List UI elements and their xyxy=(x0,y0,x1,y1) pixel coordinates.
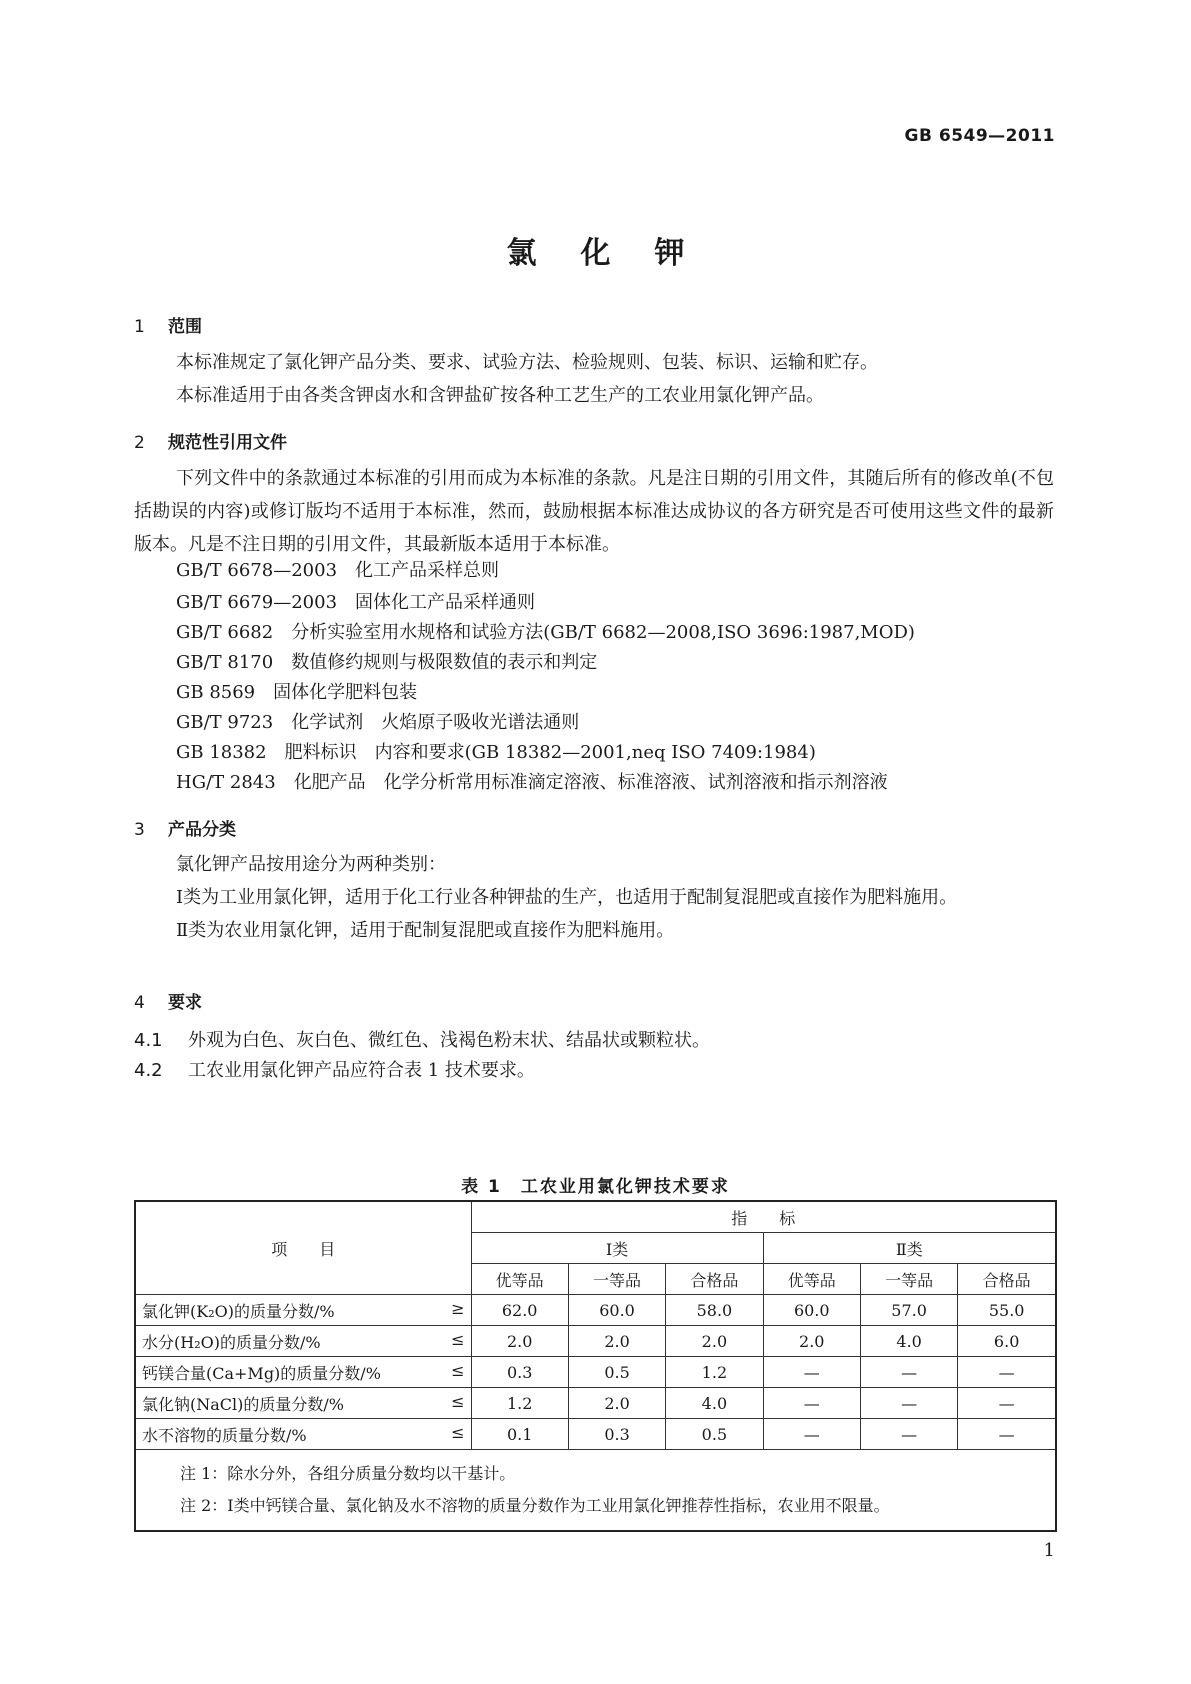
clause-4-2: 4.2 工农业用氯化钾产品应符合表 1 技术要求。 xyxy=(134,1060,535,1081)
cell: — xyxy=(958,1419,1056,1450)
reference-item: GB 18382 肥料标识 内容和要求(GB 18382—2001,neq ISO 7409:1984) xyxy=(176,742,816,763)
header-grade: 合格品 xyxy=(958,1264,1056,1295)
cell: 58.0 xyxy=(666,1295,763,1326)
page-number: 1 xyxy=(1043,1540,1055,1561)
cell: 0.5 xyxy=(666,1419,763,1450)
section-3-heading xyxy=(134,815,236,840)
cell: 2.0 xyxy=(666,1326,763,1357)
reference-item: GB/T 8170 数值修约规则与极限数值的表示和判定 xyxy=(176,652,598,673)
cell: 6.0 xyxy=(958,1326,1056,1357)
cell: — xyxy=(763,1357,860,1388)
reference-item: GB/T 6679—2003 固体化工产品采样通则 xyxy=(176,592,536,613)
cell: — xyxy=(763,1388,860,1419)
section-number: 1 xyxy=(134,317,145,337)
row-item: 钙镁合量(Ca+Mg)的质量分数/% ≤ xyxy=(135,1357,471,1388)
table-row xyxy=(135,1388,1056,1419)
page-title: 氯化钾 xyxy=(506,236,729,271)
cell: 1.2 xyxy=(471,1388,568,1419)
cell: — xyxy=(958,1388,1056,1419)
row-item: 水分(H₂O)的质量分数/% ≤ xyxy=(135,1326,471,1357)
header-grade: 优等品 xyxy=(471,1264,568,1295)
cell: 0.5 xyxy=(568,1357,665,1388)
header-class-2: Ⅱ类 xyxy=(763,1233,1056,1264)
reference-item: GB/T 6682 分析实验室用水规格和试验方法(GB/T 6682—2008,ISO 3696:1987,MOD) xyxy=(176,622,915,643)
header-grade: 合格品 xyxy=(666,1264,763,1295)
cell: 4.0 xyxy=(666,1388,763,1419)
cell: 62.0 xyxy=(471,1295,568,1326)
section-title: 规范性引用文件 xyxy=(168,433,287,453)
header-grade: 一等品 xyxy=(568,1264,665,1295)
cell: — xyxy=(860,1419,957,1450)
cell: 0.1 xyxy=(471,1419,568,1450)
table-caption: 表 1 工农业用氯化钾技术要求 xyxy=(461,1177,730,1197)
section-number: 2 xyxy=(134,433,145,453)
cell: 4.0 xyxy=(860,1326,957,1357)
header-grade: 一等品 xyxy=(860,1264,957,1295)
paragraph: Ⅰ类为工业用氯化钾，适用于化工行业各种钾盐的生产，也适用于配制复混肥或直接作为肥料施用。 xyxy=(176,887,958,908)
paragraph: 本标准适用于由各类含钾卤水和含钾盐矿按各种工艺生产的工农业用氯化钾产品。 xyxy=(176,385,824,406)
header-grade: 优等品 xyxy=(763,1264,860,1295)
row-item: 水不溶物的质量分数/% ≤ xyxy=(135,1419,471,1450)
header-item: 项 目 xyxy=(135,1201,471,1295)
cell: 0.3 xyxy=(471,1357,568,1388)
table-notes xyxy=(135,1450,1056,1532)
cell: 2.0 xyxy=(763,1326,860,1357)
reference-item: GB/T 6678—2003 化工产品采样总则 xyxy=(176,560,500,581)
reference-item: HG/T 2843 化肥产品 化学分析常用标准滴定溶液、标准溶液、试剂溶液和指示剂溶液 xyxy=(176,772,888,793)
table-notes-row xyxy=(135,1450,1056,1532)
section-2-heading xyxy=(134,428,287,453)
cell: — xyxy=(958,1357,1056,1388)
cell: 57.0 xyxy=(860,1295,957,1326)
section-number: 3 xyxy=(134,820,145,840)
cell: 60.0 xyxy=(568,1295,665,1326)
cell: — xyxy=(860,1357,957,1388)
row-item: 氯化钾(K₂O)的质量分数/% ≥ xyxy=(135,1295,471,1326)
table-row xyxy=(135,1295,1056,1326)
reference-item: GB/T 9723 化学试剂 火焰原子吸收光谱法通则 xyxy=(176,712,580,733)
cell: 2.0 xyxy=(471,1326,568,1357)
cell: 0.3 xyxy=(568,1419,665,1450)
section-1-body xyxy=(134,346,1054,412)
header-class-1: Ⅰ类 xyxy=(471,1233,763,1264)
cell: 2.0 xyxy=(568,1326,665,1357)
reference-item: GB 8569 固体化学肥料包装 xyxy=(176,682,418,703)
row-item: 氯化钠(NaCl)的质量分数/% ≤ xyxy=(135,1388,471,1419)
section-3-body xyxy=(134,848,1054,947)
paragraph: Ⅱ类为农业用氯化钾，适用于配制复混肥或直接作为肥料施用。 xyxy=(176,920,675,941)
table-note: 注 1：除水分外，各组分质量分数均以干基计。 xyxy=(180,1464,516,1483)
cell: 2.0 xyxy=(568,1388,665,1419)
standard-code: GB 6549—2011 xyxy=(904,126,1055,146)
table-note: 注 2：Ⅰ类中钙镁合量、氯化钠及水不溶物的质量分数作为工业用氯化钾推荐性指标，农业用不限量。 xyxy=(180,1496,890,1515)
section-title: 产品分类 xyxy=(168,820,236,840)
section-title: 要求 xyxy=(168,993,202,1013)
cell: 55.0 xyxy=(958,1295,1056,1326)
section-4-heading xyxy=(134,988,202,1013)
paragraph: 本标准规定了氯化钾产品分类、要求、试验方法、检验规则、包装、标识、运输和贮存。 xyxy=(176,352,878,373)
section-title: 范围 xyxy=(168,317,202,337)
section-2-body xyxy=(134,462,1054,561)
header-index: 指 标 xyxy=(471,1201,1056,1233)
paragraph: 氯化钾产品按用途分为两种类别： xyxy=(176,854,446,875)
cell: 60.0 xyxy=(763,1295,860,1326)
cell: — xyxy=(860,1388,957,1419)
table-row xyxy=(135,1357,1056,1388)
clause-4-1: 4.1 外观为白色、灰白色、微红色、浅褐色粉末状、结晶状或颗粒状。 xyxy=(134,1030,710,1051)
cell: 1.2 xyxy=(666,1357,763,1388)
table-row xyxy=(135,1419,1056,1450)
cell: — xyxy=(763,1419,860,1450)
requirements-table xyxy=(134,1200,1057,1532)
paragraph: 下列文件中的条款通过本标准的引用而成为本标准的条款。凡是注日期的引用文件，其随后所有的修改单(不包括勘误的内容)或修订版均不适用于本标准，然而，鼓励根据本标准达成协议的各方研究是否可使用这些文件的最新版本。凡是不注日期的引用文件，其最新版本适用于本标准。 xyxy=(134,468,1054,555)
section-number: 4 xyxy=(134,993,145,1013)
table-row xyxy=(135,1326,1056,1357)
section-1-heading xyxy=(134,312,202,337)
